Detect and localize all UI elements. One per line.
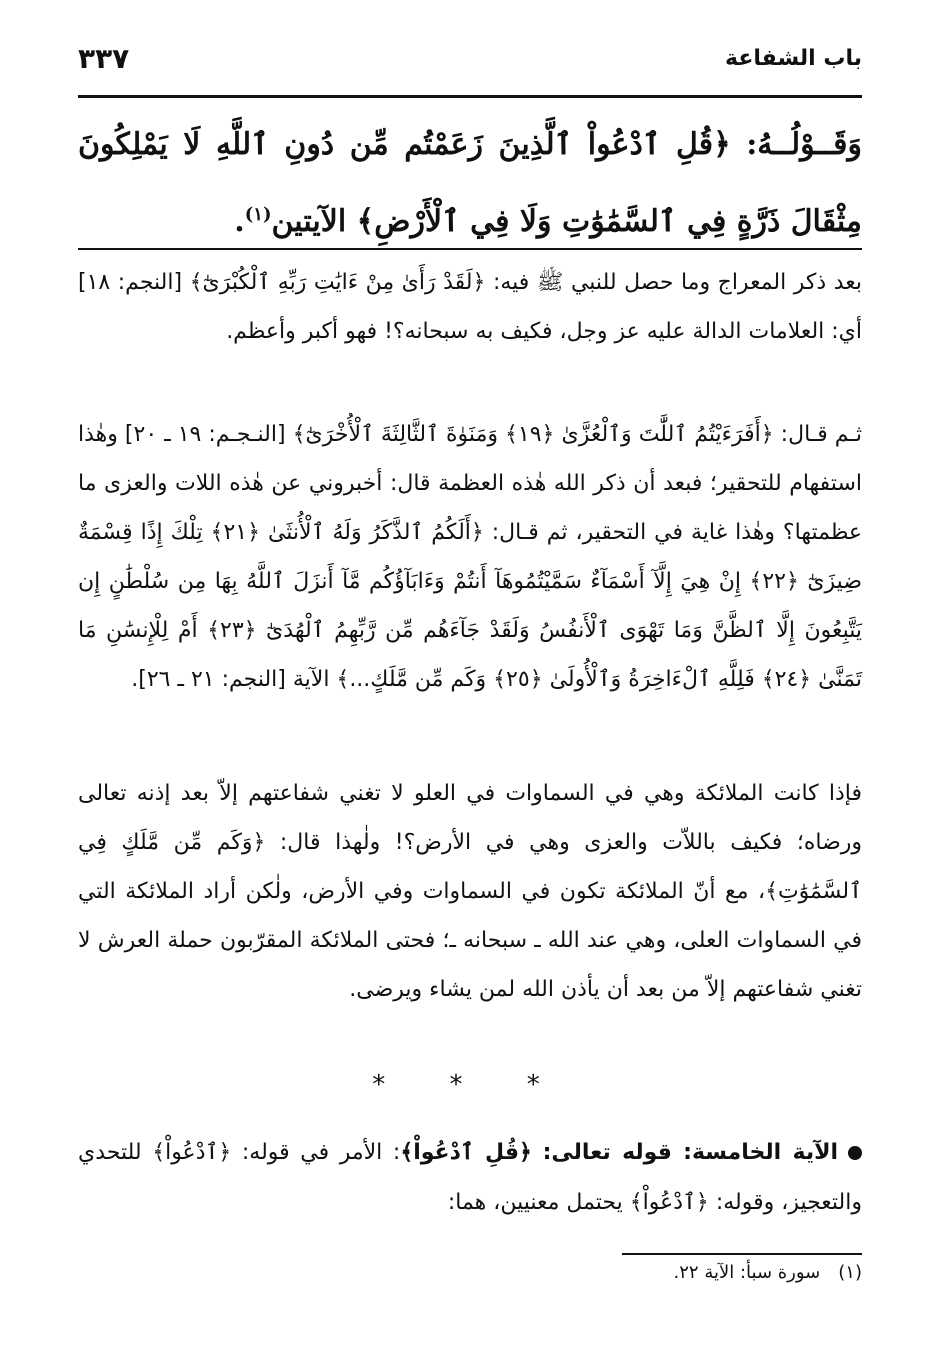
commentary-paragraph: ثـم قـال: ﴿أَفَرَءَيْتُمُ ٱللَّٰتَ وَٱلْعُزَّىٰ ﴿١٩﴾ وَمَنَوٰةَ ٱلثَّالِثَةَ ٱلْأُخْرَىٰٓ﴾ [النـجـم: ١٩ ـ ٢٠] وهٰذا استفهام للتحقير؛ فبعد أن ذكر الله هٰذه العظمة قال: أخبروني عن هٰذه اللات والعزى ما عظمتها؟ وهٰذا غاية في التحقير، ثم قـال: ﴿أَلَكُمُ ٱلذَّكَرُ وَلَهُ ٱلْأُنثَىٰ ﴿٢١﴾ تِلْكَ إِذًا قِسْمَةٌ ضِيزَىٰٓ ﴿٢٢﴾ إِنْ هِيَ إِلَّآ أَسْمَآءٌ سَمَّيْتُمُوهَآ أَنتُمْ وَءَابَآؤُكُم مَّآ أَنزَلَ ٱللَّهُ بِهَا مِن سُلْطَٰنٍ إِن يَتَّبِعُونَ إِلَّا ٱلظَّنَّ وَمَا تَهْوَى ٱلْأَنفُسُ وَلَقَدْ جَآءَهُم مِّن رَّبِّهِمُ ٱلْهُدَىٰٓ ﴿٢٣﴾ أَمْ لِلْإِنسَٰنِ مَا تَمَنَّىٰ ﴿٢٤﴾ فَلِلَّهِ ٱلْءَاخِرَةُ وَٱلْأُولَىٰ ﴿٢٥﴾ وَكَم مِّن مَّلَكٍ...﴾ الآية [النجم: ٢١ ـ ٢٦]. — [78, 422, 863, 692]
section-text: : الأمر في قوله: ﴿ٱدْعُواْ﴾ للتحدي والتعجيز، وقوله: ﴿ٱدْعُواْ﴾ يحتمل معنيين، هما: — [78, 1140, 862, 1215]
chapter-title: باب الشفاعة — [725, 46, 862, 71]
section-fifth-verse — [78, 1128, 862, 1228]
matn-text — [78, 110, 862, 257]
page-number: ٣٣٧ — [78, 42, 130, 75]
commentary-paragraph: بعد ذكر المعراج وما حصل للنبي ﷺ فيه: ﴿لَقَدْ رَأَىٰ مِنْ ءَايَٰتِ رَبِّهِ ٱلْكُبْرَىٰٓ﴾ [النجم: ١٨] أي: العلامات الدالة عليه عز وجل، فكيف به سبحانه؟! فهو أكبر وأعظم. — [78, 270, 862, 344]
footnote-number: (١) — [838, 1262, 862, 1283]
footnote-ref[interactable]: (١) — [244, 204, 272, 225]
section-heading: الآية الخامسة: قوله تعالى: — [542, 1140, 839, 1165]
section-separator: * * * — [372, 1070, 568, 1100]
header-rule — [78, 95, 862, 98]
footnote-text: سورة سبأ: الآية ٢٢. — [673, 1262, 821, 1283]
section-quote: ﴿قُلِ ٱدْعُواْ﴾ — [400, 1140, 532, 1165]
matn-verse: وَقَــوْلُــهُ: ﴿قُلِ ٱدْعُواْ ٱلَّذِينَ زَعَمْتُم مِّن دُونِ ٱللَّهِ لَا يَمْلِكُونَ مِثْقَالَ ذَرَّةٍ فِي ٱلسَّمَٰوَٰتِ وَلَا فِي ٱلْأَرْضِ﴾ الآيتين — [78, 127, 862, 239]
running-header — [78, 40, 862, 90]
commentary — [78, 258, 862, 1059]
commentary-paragraph: فإذا كانت الملائكة وهي في السماوات في العلو لا تغني شفاعتهم إلاّ بعد إذنه تعالى ورضاه؛ فكيف باللاّت والعزى وهي في الأرض؟! ولٰهذا قال: ﴿وَكَم مِّن مَّلَكٍ فِي ٱلسَّمَٰوَٰتِ﴾، مع أنّ الملائكة تكون في السماوات وفي الأرض، ولٰكن أراد الملائكة التي في السماوات العلى، وهي عند الله ـ سبحانه ـ؛ فحتى الملائكة المقرّبون حملة العرش لا تغني شفاعتهم إلاّ من بعد أن يأذن الله لمن يشاء ويرضى. — [78, 781, 862, 1002]
section-paragraph — [78, 1128, 862, 1228]
matn-end: . — [234, 204, 245, 239]
matn-separator-rule — [78, 248, 862, 250]
footnote-rule — [622, 1253, 862, 1255]
bullet-icon — [848, 1146, 862, 1160]
footnote — [78, 1262, 862, 1283]
